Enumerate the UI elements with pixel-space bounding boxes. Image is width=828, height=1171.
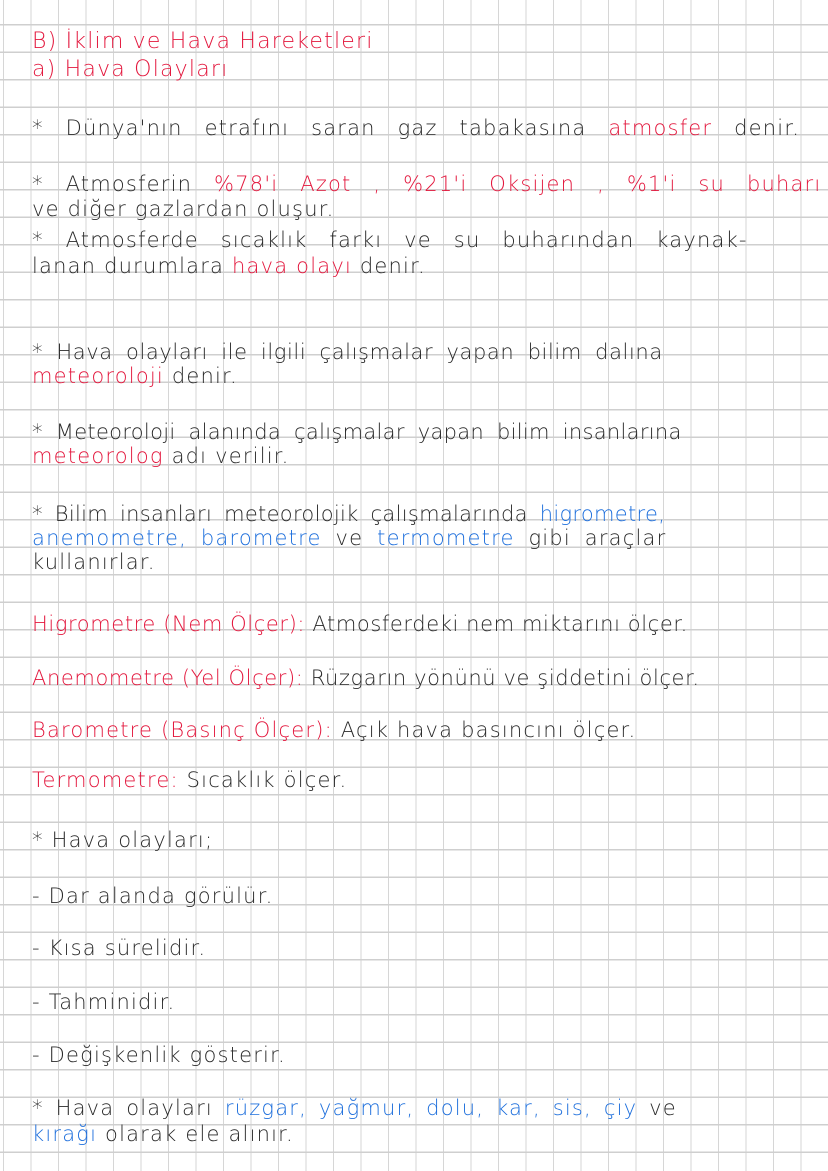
note-meteorology-line2 (32, 364, 822, 388)
example-item: sis, (552, 1096, 592, 1120)
note-text: ve (649, 1096, 677, 1120)
note-composition (32, 172, 822, 196)
property-item: - Tahminidir. (32, 990, 176, 1014)
note-text: * Bilim insanları meteorolojik çalışmalarında (32, 502, 528, 526)
instrument-name: Higrometre (Nem Ölçer): (32, 612, 306, 636)
note-weather-event-line1: * Atmosferde sıcaklık farkı ve su buharından kaynak- (32, 228, 748, 252)
term-atmosfer: atmosfer (608, 116, 713, 140)
term-hava-olayi: hava olayı (232, 254, 352, 278)
note-instruments-line1 (32, 502, 822, 526)
example-item: çiy (603, 1096, 638, 1120)
term-termometre: termometre (377, 526, 515, 550)
term-meteoroloji: meteoroloji (32, 364, 164, 388)
note-text: denir. (171, 364, 238, 388)
term-higrometre: higrometre, (539, 502, 666, 526)
section-heading: B) İklim ve Hava Hareketleri (32, 29, 374, 54)
example-item: yağmur, (318, 1096, 415, 1120)
properties-intro: * Hava olayları; (32, 828, 214, 852)
note-text: gibi araçlar (528, 526, 667, 550)
note-text: lanan durumlara (32, 254, 225, 278)
note-text: olarak ele alınır. (105, 1122, 294, 1146)
example-item: rüzgar, (224, 1096, 308, 1120)
note-text: * Hava olayları (32, 1096, 213, 1120)
instrument-higrometre (32, 612, 822, 636)
composition-values: %78'i Azot , %21'i Oksijen , %1'i su buharı (214, 172, 822, 196)
instrument-name: Anemometre (Yel Ölçer): (32, 666, 304, 690)
note-text: denir. (734, 116, 801, 140)
property-item: - Dar alanda görülür. (32, 884, 274, 908)
note-text: * Atmosferin (32, 172, 193, 196)
subsection-heading: a) Hava Olayları (32, 57, 229, 82)
note-examples-line1 (32, 1096, 822, 1120)
note-text: adı verilir. (171, 444, 290, 468)
instrument-desc: Açık hava basıncını ölçer. (340, 718, 637, 742)
instrument-desc: Sıcaklık ölçer. (186, 768, 348, 792)
instrument-name: Termometre: (32, 768, 179, 792)
example-item: kar, (496, 1096, 541, 1120)
note-examples-line2 (32, 1122, 822, 1146)
term-meteorolog: meteorolog (32, 444, 164, 468)
note-meteorology-line1: * Hava olayları ile ilgili çalışmalar yapan bilim dalına (32, 340, 663, 364)
note-instruments-line3: kullanırlar. (32, 550, 156, 574)
property-item: - Değişkenlik gösterir. (32, 1043, 286, 1067)
note-composition-line2: ve diğer gazlardan oluşur. (32, 197, 335, 221)
note-text: * Dünya'nın etrafını saran gaz tabakasına (32, 116, 587, 140)
instrument-desc: Atmosferdeki nem miktarını ölçer. (312, 612, 688, 636)
note-meteorologist-line1: * Meteoroloji alanında çalışmalar yapan bilim insanlarına (32, 420, 682, 444)
instrument-name: Barometre (Basınç Ölçer): (32, 718, 333, 742)
example-item: dolu, (426, 1096, 485, 1120)
note-text: ve (335, 526, 364, 550)
example-item: kırağı (32, 1122, 98, 1146)
property-item: - Kısa sürelidir. (32, 936, 207, 960)
instrument-desc: Rüzgarın yönünü ve şiddetini ölçer. (310, 666, 700, 690)
note-instruments-line2 (32, 526, 822, 550)
instrument-barometre (32, 718, 822, 742)
note-meteorologist-line2 (32, 444, 822, 468)
instrument-anemometre (32, 666, 822, 690)
note-text: denir. (359, 254, 426, 278)
note-atmosphere-definition (32, 116, 822, 140)
term-anemometre: anemometre, (32, 526, 187, 550)
instrument-termometre (32, 768, 822, 792)
term-barometre: barometre (200, 526, 322, 550)
note-weather-event-line2 (32, 254, 822, 278)
